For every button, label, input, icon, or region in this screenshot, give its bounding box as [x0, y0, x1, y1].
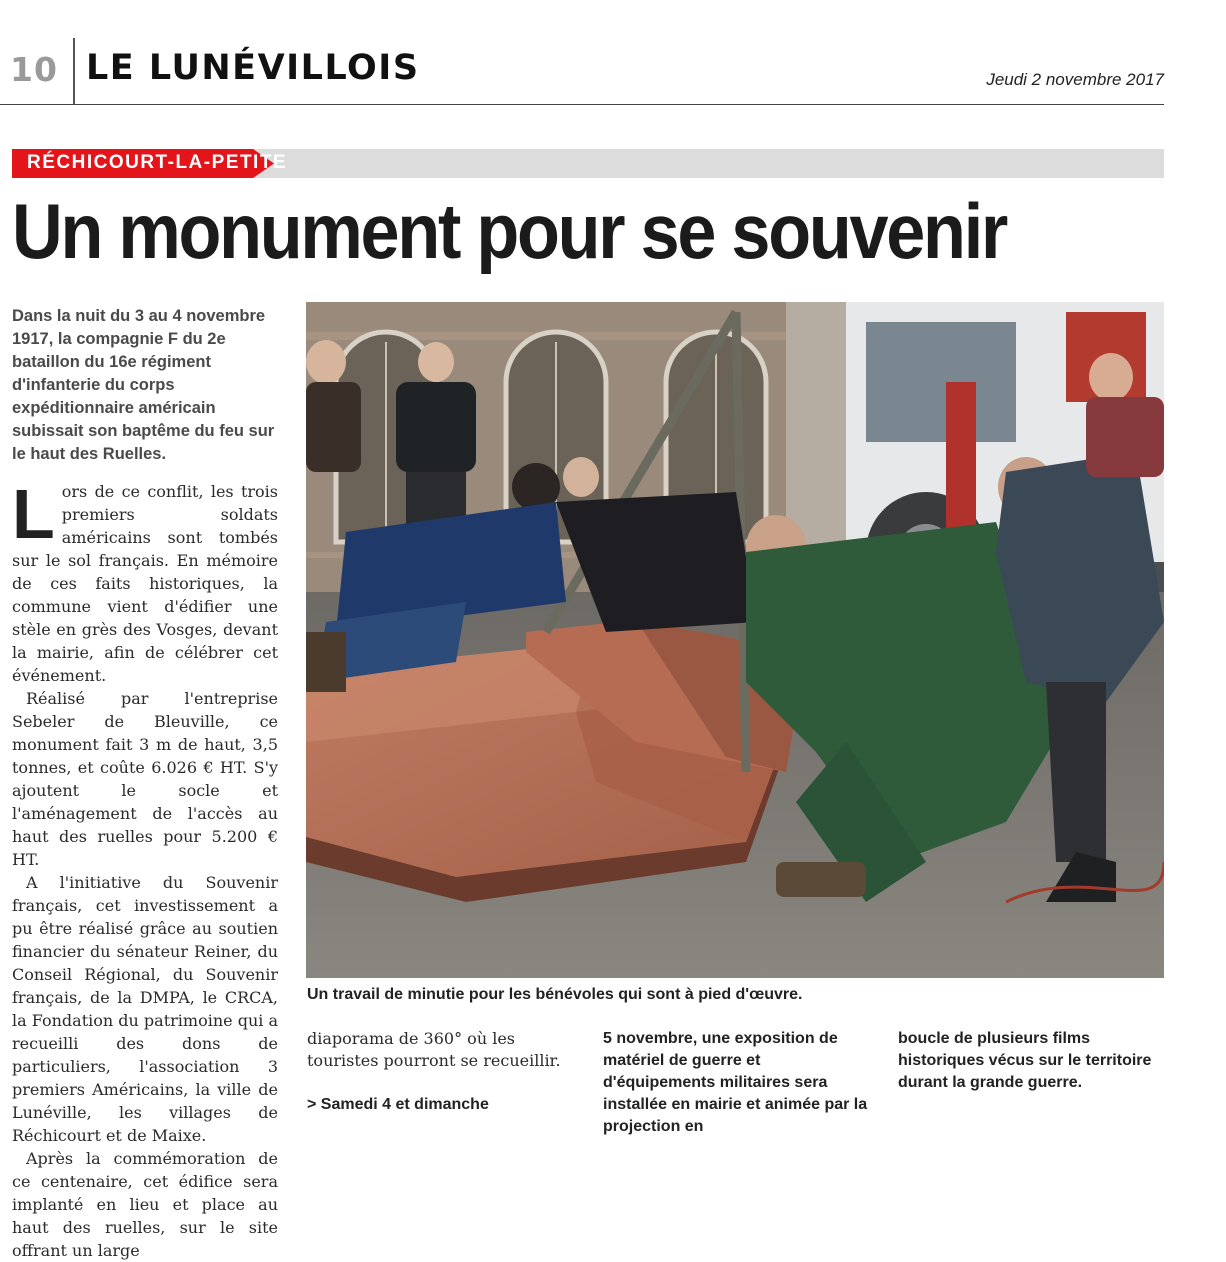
header-divider: [73, 38, 75, 104]
body-column-2: [307, 1028, 577, 1116]
issue-date: Jeudi 2 novembre 2017: [986, 70, 1164, 89]
body-paragraph: Après la commémoration de ce centenaire, cet édifice sera implanté en lieu et place au haut des ruelles, sur le site offrant un large: [12, 1149, 278, 1260]
column-4-text: boucle de plusieurs films historiques vécus sur le territoire durant la grande guerre.: [898, 1030, 1152, 1091]
body-paragraph: [12, 475, 278, 687]
body-column-1: [12, 475, 278, 1262]
article-photo: [306, 302, 1164, 978]
body-paragraph: A l'initiative du Souvenir français, cet investissement a pu être réalisé grâce au soutien financier du sénateur Reiner, du Conseil Régional, du Souvenir français, de la DMPA, le CRCA, la Fondation du patrimoine qui a recueilli des dons de particuliers, l'association 3 premiers Américains, la ville de Lunéville, les villages de Réchicourt et de Maixe.: [12, 873, 278, 1145]
column-gap: [307, 1072, 577, 1094]
body-paragraph: Réalisé par l'entreprise Sebeler de Bleuville, ce monument fait 3 m de haut, 3,5 tonnes, et coûte 6.026 € HT. S'y ajoutent le socle et l'aménagement de l'accès au haut des ruelles pour 5.200 € HT.: [12, 689, 278, 869]
lead-paragraph: Dans la nuit du 3 au 4 novembre 1917, la compagnie F du 2e bataillon du 16e régiment d'infanterie du corps expéditionnaire américain subissait son baptême du feu sur le haut des Ruelles.: [12, 307, 275, 463]
kicker-label: RÉCHICOURT-LA-PETITE: [27, 152, 288, 173]
column-3-text: 5 novembre, une exposition de matériel de guerre et d'équipements militaires sera installée en mairie et animée par la projection en: [603, 1030, 868, 1135]
headline: Un monument pour se souvenir: [12, 187, 1007, 275]
event-heading: > Samedi 4 et dimanche: [307, 1096, 489, 1113]
body-column-4: [898, 1028, 1160, 1094]
drop-cap: L: [12, 475, 55, 553]
column-2-text: diaporama de 360° où les touristes pourront se recueillir.: [307, 1029, 561, 1070]
body-paragraph-text: ors de ce conflit, les trois premiers soldats américains sont tombés sur le sol français. En mémoire de ces faits historiques, la commune vient d'édifier une stèle en grès des Vosges, devant la mairie, afin de célébrer cet événement.: [12, 482, 278, 685]
photo-caption: Un travail de minutie pour les bénévoles qui sont à pied d'œuvre.: [307, 986, 803, 1003]
page-number: 10: [10, 50, 58, 89]
body-column-3: [603, 1028, 873, 1138]
publication-name: LE LUNÉVILLOIS: [86, 48, 420, 88]
header-rule: [0, 104, 1164, 105]
